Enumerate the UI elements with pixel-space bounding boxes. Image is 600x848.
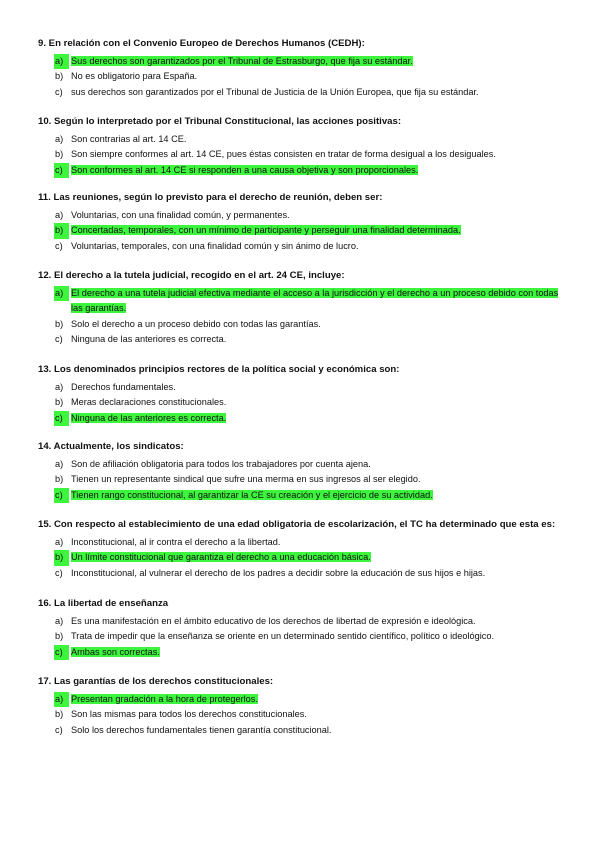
answer-option-correct: [38, 411, 568, 426]
answer-option: [38, 147, 568, 162]
option-text: Derechos fundamentales.: [71, 382, 176, 392]
option-text: Solo el derecho a un proceso debido con todas las garantías.: [71, 318, 321, 329]
question-block: [38, 519, 568, 581]
answer-option: [38, 395, 568, 410]
question-block: [38, 598, 568, 660]
answer-option: [38, 69, 568, 84]
question-title: 14. Actualmente, los sindicatos:: [38, 441, 184, 452]
option-text: Ninguna de las anteriores es correcta.: [71, 334, 227, 345]
answer-option: [38, 629, 568, 644]
option-text: Meras declaraciones constitucionales.: [71, 397, 227, 408]
answer-options: [38, 457, 568, 503]
option-text: Son de afiliación obligatoria para todos los trabajadores por cuenta ajena.: [71, 459, 371, 469]
question-title: 10. Según lo interpretado por el Tribunal Constitucional, las acciones positivas:: [38, 116, 402, 127]
option-letter: a): [55, 210, 64, 220]
answer-option: [38, 132, 568, 147]
option-text: El derecho a una tutela judicial efectiva mediante el acceso a la jurisdicción y el derecho a un proceso debido con todas las garantías.: [71, 288, 559, 314]
question-block: [38, 192, 568, 254]
question-block: [38, 364, 568, 426]
option-text: Ambas son correctas.: [71, 646, 160, 657]
option-letter: c): [54, 645, 69, 660]
question-block: [38, 116, 568, 178]
option-letter: a): [55, 537, 64, 547]
option-text: Son contrarias al art. 14 CE.: [71, 134, 187, 144]
option-letter: b): [55, 149, 64, 160]
question-title: 15. Con respecto al establecimiento de una edad obligatoria de escolarización, el TC ha determinado que esta es:: [38, 519, 556, 530]
answer-option-correct: [38, 54, 568, 69]
option-text: Voluntarias, temporales, con una finalidad común y sin ánimo de lucro.: [71, 240, 359, 251]
option-text: Presentan gradación a la hora de protegerlos.: [71, 694, 258, 704]
option-letter: a): [55, 382, 64, 392]
answer-option-correct: [38, 550, 568, 565]
option-letter: b): [55, 318, 64, 329]
option-text: Son las mismas para todos los derechos constitucionales.: [71, 709, 307, 720]
option-letter: a): [54, 54, 69, 69]
option-letter: c): [55, 240, 63, 251]
option-letter: c): [54, 163, 69, 178]
answer-option-correct: [38, 692, 568, 707]
answer-option: [38, 317, 568, 332]
answer-options: [38, 132, 568, 178]
option-letter: a): [54, 692, 69, 707]
answer-options: [38, 286, 568, 348]
question-title: 12. El derecho a la tutela judicial, recogido en el art. 24 CE, incluye:: [38, 270, 345, 281]
question-title: 16. La libertad de enseñanza: [38, 598, 169, 609]
answer-options: [38, 380, 568, 426]
answer-options: [38, 208, 568, 254]
question-block: [38, 270, 568, 348]
option-letter: a): [55, 134, 64, 144]
answer-option-correct: [38, 223, 568, 238]
answer-option: [38, 566, 568, 581]
question-block: [38, 441, 568, 503]
option-text: Tienen un representante sindical que sufre una merma en sus ingresos al ser elegido.: [71, 474, 421, 485]
option-text: Inconstitucional, al ir contra el derecho a la libertad.: [71, 537, 281, 547]
answer-option-correct: [38, 488, 568, 503]
question-title: 9. En relación con el Convenio Europeo de Derechos Humanos (CEDH):: [38, 38, 365, 49]
answer-options: [38, 614, 568, 660]
answer-option: [38, 85, 568, 100]
option-letter: a): [55, 459, 64, 469]
option-text: Sus derechos son garantizados por el Tribunal de Estrasburgo, que fija su estándar.: [71, 56, 413, 66]
answer-option: [38, 535, 568, 550]
option-text: Son siempre conformes al art. 14 CE, pues éstas consisten en tratar de forma desigual a los desiguales.: [71, 149, 496, 160]
answer-options: [38, 692, 568, 738]
answer-option: [38, 332, 568, 347]
option-letter: b): [55, 71, 64, 82]
question-title: 11. Las reuniones, según lo previsto para el derecho de reunión, deben ser:: [38, 192, 383, 203]
answer-option: [38, 457, 568, 472]
option-letter: b): [55, 474, 64, 485]
answer-option: [38, 380, 568, 395]
option-letter: c): [55, 724, 63, 735]
option-text: Trata de impedir que la enseñanza se oriente en un determinado sentido científico, político o ideológico.: [71, 631, 495, 642]
option-letter: c): [54, 488, 69, 503]
answer-option: [38, 614, 568, 629]
answer-option-correct: [38, 645, 568, 660]
option-letter: b): [54, 223, 69, 238]
option-letter: c): [55, 567, 63, 578]
option-text: Un límite constitucional que garantiza el derecho a una educación básica.: [71, 552, 371, 563]
option-text: Son conformes al art. 14 CE si responden a una causa objetiva y son proporcionales.: [71, 164, 419, 175]
answer-option-correct: [38, 163, 568, 178]
option-text: Concertadas, temporales, con un mínimo de participante y perseguir una finalidad determinada.: [71, 225, 461, 236]
answer-option-correct: [38, 286, 568, 317]
answer-option: [38, 707, 568, 722]
option-letter: b): [55, 631, 64, 642]
option-letter: c): [55, 334, 63, 345]
option-text: Inconstitucional, al vulnerar el derecho de los padres a decidir sobre la educación de sus hijos e hijas.: [71, 567, 486, 578]
answer-options: [38, 535, 568, 581]
option-text: Voluntarias, con una finalidad común, y permanentes.: [71, 210, 290, 220]
option-letter: a): [55, 616, 64, 626]
question-title: 17. Las garantías de los derechos constitucionales:: [38, 676, 274, 687]
option-text: Tienen rango constitucional, al garantizar la CE su creación y el ejercicio de su actividad.: [71, 489, 433, 500]
question-block: [38, 38, 568, 100]
option-text: Es una manifestación en el ámbito educativo de los derechos de libertad de expresión e ideológica.: [71, 616, 476, 626]
answer-option: [38, 723, 568, 738]
option-letter: b): [54, 550, 69, 565]
option-text: Ninguna de las anteriores es correcta.: [71, 412, 227, 423]
question-block: [38, 676, 568, 738]
answer-option: [38, 208, 568, 223]
answer-option: [38, 239, 568, 254]
question-title: 13. Los denominados principios rectores de la política social y económica son:: [38, 364, 400, 375]
option-letter: b): [55, 397, 64, 408]
answer-options: [38, 54, 568, 100]
option-text: Solo los derechos fundamentales tienen garantía constitucional.: [71, 724, 332, 735]
option-text: No es obligatorio para España.: [71, 71, 198, 82]
option-letter: c): [55, 86, 63, 97]
answer-option: [38, 472, 568, 487]
option-letter: c): [54, 411, 69, 426]
option-letter: b): [55, 709, 64, 720]
option-text: sus derechos son garantizados por el Tribunal de Justicia de la Unión Europea, que fija su estándar.: [71, 86, 479, 97]
option-letter: a): [54, 286, 69, 301]
